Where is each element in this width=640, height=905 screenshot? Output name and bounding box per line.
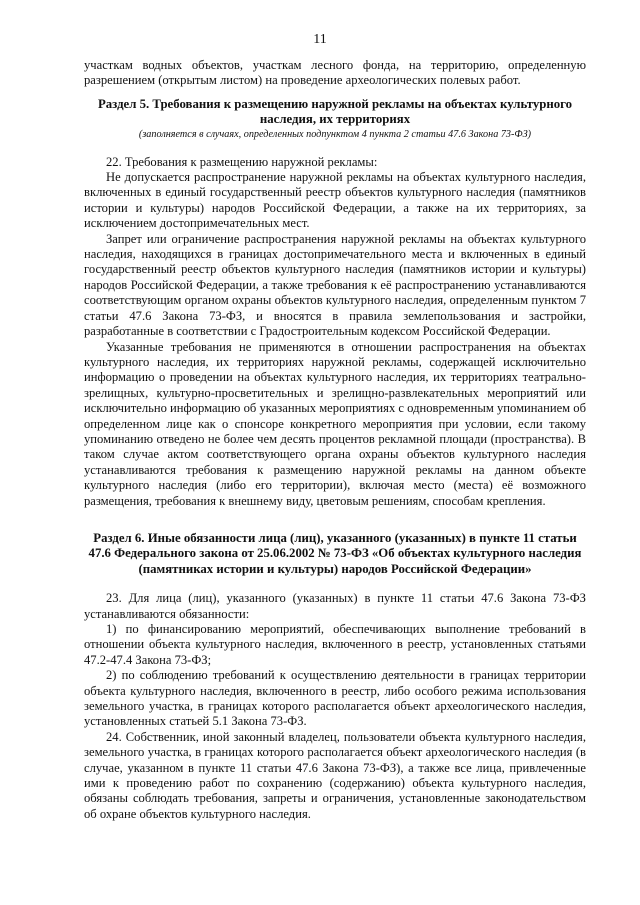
paragraph-22-b: Запрет или ограничение распространения наружной рекламы на объектах культурного наследия, находящихся в границах достопримечательного места и включенных в единый государственный реестр объектов культурного наследия (памятников истории и культуры) народов Российской Федерации, а также требования к её распространению устанавливаются соответствующим органом охраны объектов культурного наследия, определенным пунктом 7 статьи 47.6 Закона 73-ФЗ, и вносятся в правила землепользования и застройки, разработанные в соответствии с Градостроительным кодексом Российской Федерации. <box>84 231 586 339</box>
paragraph-23-heading: 23. Для лица (лиц), указанного (указанных) в пункте 11 статьи 47.6 Закона 73-ФЗ устанавливаются обязанности: <box>84 591 586 621</box>
paragraph-23-item-2: 2) по соблюдению требований к осуществлению деятельности в границах территории объекта культурного наследия, включенного в реестр, либо особого режима использования земельного участка, в границах которого располагается объект археологического наследия, установленных статьей 5.1 Закона 73-ФЗ. <box>84 668 586 729</box>
paragraph-24: 24. Собственник, иной законный владелец, пользователи объекта культурного наследия, земельного участка, в границах которого располагается объект археологического наследия (в случае, указанном в пункте 11 статьи 47.6 Закона 73-ФЗ), а также все лица, привлеченные ими к проведению работ по сохранению (содержанию) объекта культурного наследия, обязаны соблюдать требования, запреты и ограничения, установленные законодательством об охране объектов культурного наследия. <box>84 729 586 821</box>
section-5-title: Раздел 5. Требования к размещению наружной рекламы на объектах культурного наследия, их территориях <box>97 96 573 127</box>
paragraph-22-c: Указанные требования не применяются в отношении распространения на объектах культурного наследия, их территориях наружной рекламы, содержащей исключительно информацию о проведении на объектах культурного наследия, их территориях театрально-зрелищных, культурно-просветительных и зрелищно-развлекательных мероприятий или исключительно информацию об указанных мероприятиях с одновременным упоминанием об определенном лице как о спонсоре конкретного мероприятия при условии, если такому упоминанию отведено не более чем десять процентов рекламной площади (пространства). В таком случае актом соответствующего органа охраны объектов культурного наследия устанавливаются требования к размещению наружной рекламы на данном объекте культурного наследия (либо его территории), включая место (места) её возможного размещения, требования к внешнему виду, цветовым решениям, способам крепления. <box>84 339 587 508</box>
document-body <box>84 58 586 822</box>
section-6-title: Раздел 6. Иные обязанности лица (лиц), указанного (указанных) в пункте 11 статьи 47.6 Федерального закона от 25.06.2002 № 73-ФЗ «Об объектах культурного наследия (памятниках истории и культуры) народов Российской Федерации» <box>88 530 582 576</box>
section-5-note: (заполняется в случаях, определенных подпунктом 4 пункта 2 статьи 47.6 Закона 73-ФЗ) <box>138 128 532 140</box>
paragraph-22-a: Не допускается распространение наружной рекламы на объектах культурного наследия, включенных в единый государственный реестр объектов культурного наследия (памятников истории и культуры) народов Российской Федерации, а также на их территориях, за исключением достопримечательных мест. <box>84 170 586 231</box>
intro-paragraph: участкам водных объектов, участкам лесного фонда, на территорию, определенную разрешением (открытым листом) на проведение археологических полевых работ. <box>84 58 586 88</box>
page-number: 11 <box>313 32 327 47</box>
paragraph-22-heading: 22. Требования к размещению наружной рекламы: <box>106 154 378 169</box>
paragraph-23-item-1: 1) по финансированию мероприятий, обеспечивающих выполнение требований в отношении объекта культурного наследия, включенного в реестр, установленных статьями 47.2-47.4 Закона 73-ФЗ; <box>84 622 586 667</box>
